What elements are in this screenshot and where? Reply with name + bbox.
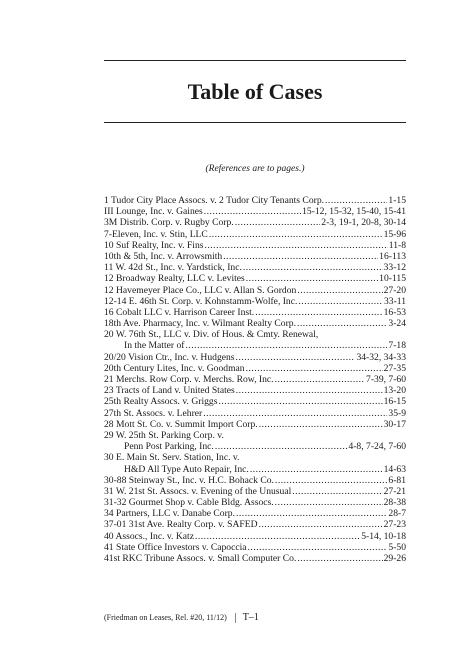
dot-leader [275, 497, 383, 508]
case-name: 29 W. 25th St. Parking Corp. v. [104, 429, 224, 441]
dot-leader [292, 486, 382, 497]
case-entry [104, 195, 406, 206]
top-rule [104, 60, 406, 61]
bottom-rule [104, 122, 406, 123]
case-entry-row [104, 519, 406, 530]
case-pages: 28-38 [383, 497, 406, 509]
case-name: 41 State Office Investors v. Capoccia [104, 541, 247, 553]
case-entry [104, 497, 406, 508]
dot-leader [195, 531, 360, 542]
case-entry-row [104, 251, 406, 262]
dot-leader [243, 262, 383, 273]
case-pages: 33-11 [383, 295, 406, 307]
dot-leader [246, 363, 383, 374]
case-name: 11 W. 42d St., Inc. v. Yardstick, Inc. [104, 262, 242, 274]
case-name: In the Matter of [124, 340, 185, 352]
case-name: 16 Cobalt LLC v. Harrison Career Inst. [104, 306, 255, 318]
case-name: Penn Post Parking, Inc. [124, 441, 214, 453]
case-entry-row [104, 408, 406, 419]
case-pages: 27-20 [383, 284, 406, 296]
case-entry-row [104, 340, 406, 351]
case-name: 18th Ave. Pharmacy, Inc. v. Wilmant Realty Corp. [104, 318, 296, 330]
case-pages: 7-18 [388, 340, 406, 352]
dot-leader [259, 519, 383, 530]
case-name: 37-01 31st Ave. Realty Corp. v. SAFED [104, 519, 258, 531]
case-pages: 27-23 [383, 519, 406, 531]
dot-leader [204, 240, 387, 251]
case-entry-row [104, 273, 406, 284]
case-entry [104, 217, 406, 228]
case-name: 7-Eleven, Inc. v. Stin, LLC [104, 228, 208, 240]
case-name: 10 Suf Realty, Inc. v. Fins [104, 239, 204, 251]
case-pages: 28-7 [388, 508, 406, 520]
case-pages: 15-96 [383, 228, 406, 240]
case-entry [104, 229, 406, 240]
case-entry-row [104, 464, 406, 475]
dot-leader [236, 352, 356, 363]
case-pages: 34-32, 34-33 [356, 351, 406, 363]
case-entry [104, 408, 406, 419]
case-entry-row [104, 452, 406, 463]
dot-leader [298, 296, 383, 307]
case-name: H&D All Type Auto Repair, Inc. [124, 463, 249, 475]
dot-leader [275, 475, 387, 486]
case-entry [104, 553, 406, 564]
dot-leader [203, 408, 387, 419]
case-entry-row [104, 296, 406, 307]
case-entry-row [104, 318, 406, 329]
case-entry [104, 329, 406, 340]
case-pages: 27-35 [383, 362, 406, 374]
dot-leader [236, 508, 387, 519]
case-entry [104, 240, 406, 251]
case-name: 30 E. Main St. Serv. Station, Inc. v. [104, 452, 240, 464]
case-name: 12-14 E. 46th St. Corp. v. Kohnstamm-Wolfe, Inc. [104, 295, 298, 307]
dot-leader [248, 542, 388, 553]
dot-leader [325, 195, 387, 206]
dot-leader [185, 340, 387, 351]
case-entry-row [104, 542, 406, 553]
case-name: 31-32 Gourmet Shop v. Cable Bldg. Assocs. [104, 497, 274, 509]
references-note: (References are to pages.) [205, 164, 305, 174]
case-entry [104, 396, 406, 407]
case-entry [104, 452, 406, 463]
case-entry [104, 363, 406, 374]
case-entry-row [104, 307, 406, 318]
case-name: 25th Realty Assocs. v. Griggs [104, 396, 218, 408]
case-name: 21 Merchs. Row Corp. v. Merchs. Row, Inc. [104, 374, 274, 385]
case-name: 20 W. 76th St., LLC v. Div. of Hous. & Cmty. Renewal, [104, 329, 319, 341]
case-pages: 2-3, 19-1, 20-8, 30-14 [321, 217, 406, 229]
dot-leader [255, 307, 382, 318]
case-entry [104, 419, 406, 430]
case-name: III Lounge, Inc. v. Gaines [104, 206, 203, 218]
case-entry [104, 542, 406, 553]
dot-leader [297, 285, 382, 296]
case-pages: 13-20 [383, 385, 406, 397]
dot-leader [215, 441, 348, 452]
case-pages: 4-8, 7-24, 7-60 [348, 441, 406, 453]
case-pages: 5-50 [388, 541, 406, 553]
case-pages: 15-12, 15-32, 15-40, 15-41 [302, 206, 406, 218]
case-entry [104, 486, 406, 497]
case-pages: 35-9 [388, 407, 406, 419]
dot-leader [275, 374, 365, 385]
dot-leader [223, 251, 378, 262]
case-name: 12 Havemeyer Place Co., LLC v. Allan S. Gordon [104, 284, 297, 296]
case-pages: 7-39, 7-60 [366, 374, 406, 385]
case-entry-row [104, 329, 406, 340]
case-entry-row [104, 262, 406, 273]
case-pages: 29-26 [383, 553, 406, 564]
dot-leader [204, 206, 301, 217]
case-name: 1 Tudor City Place Assocs. v. 2 Tudor City Tenants Corp. [104, 195, 325, 206]
case-name: 40 Assocs., Inc. v. Katz [104, 530, 194, 542]
case-entry [104, 385, 406, 396]
case-entry [104, 262, 406, 273]
case-pages: 3-24 [388, 318, 406, 330]
case-entry-row [104, 419, 406, 430]
dot-leader [250, 464, 383, 475]
case-entry [104, 318, 406, 329]
case-name: 3M Distrib. Corp. v. Rugby Corp. [104, 217, 234, 229]
case-pages: 30-17 [383, 418, 406, 430]
case-pages: 16-15 [383, 396, 406, 408]
dot-leader [297, 318, 387, 329]
case-name: 30-88 Steinway St., Inc. v. H.C. Bohack Co. [104, 474, 274, 486]
case-entry-row [104, 374, 406, 385]
case-pages: 27-21 [383, 485, 406, 497]
case-name: 27th St. Assocs. v. Lehrer [104, 407, 203, 419]
case-name: 31 W. 21st St. Assocs. v. Evening of the Unusual [104, 485, 292, 497]
dot-leader [218, 396, 382, 407]
case-entry [104, 519, 406, 530]
case-entry [104, 285, 406, 296]
case-pages: 33-12 [383, 262, 406, 274]
dot-leader [246, 273, 378, 284]
footer-citation: (Friedman on Leases, Rel. #20, 11/12) [104, 613, 227, 622]
case-entry-row [104, 217, 406, 228]
case-entry [104, 508, 406, 519]
dot-leader [209, 229, 383, 240]
case-pages: 10-115 [379, 273, 406, 285]
case-entry [104, 374, 406, 385]
case-name: 28 Mott St. Co. v. Summit Import Corp. [104, 418, 258, 430]
case-entry-row [104, 363, 406, 374]
case-entry [104, 206, 406, 217]
case-pages: 1-15 [388, 195, 406, 206]
case-name: 41st RKC Tribune Assocs. v. Small Computer Co. [104, 553, 297, 564]
case-name: 20th Century Lites, Inc. v. Goodman [104, 362, 245, 374]
case-entry [104, 296, 406, 307]
case-name: 23 Tracts of Land v. United States [104, 385, 235, 397]
case-entry [104, 464, 406, 475]
case-list [104, 195, 406, 564]
case-entry-row [104, 531, 406, 542]
case-entry [104, 251, 406, 262]
case-entry [104, 340, 406, 351]
case-name: 34 Partners, LLC v. Danabe Corp. [104, 508, 235, 520]
page-title: Table of Cases [187, 79, 323, 104]
case-name: 12 Broadway Realty, LLC v. Levites [104, 273, 245, 285]
case-entry-row [104, 430, 406, 441]
case-entry-row [104, 486, 406, 497]
case-entry-row [104, 195, 406, 206]
case-entry-row [104, 475, 406, 486]
case-entry-row [104, 385, 406, 396]
case-pages: 5-14, 10-18 [361, 530, 406, 542]
case-entry [104, 273, 406, 284]
case-entry-row [104, 553, 406, 564]
case-entry [104, 475, 406, 486]
case-entry [104, 352, 406, 363]
case-entry-row [104, 206, 406, 217]
case-entry-row [104, 352, 406, 363]
case-name: 10th & 5th, Inc. v. Arrowsmith [104, 250, 223, 262]
case-entry-row [104, 285, 406, 296]
case-entry-row [104, 240, 406, 251]
case-entry-row [104, 229, 406, 240]
dot-leader [236, 385, 383, 396]
case-name: 20/20 Vision Ctr., Inc. v. Hudgens [104, 351, 235, 363]
footer-divider [235, 613, 236, 623]
case-pages: 14-63 [383, 463, 406, 475]
page-footer [104, 612, 406, 624]
case-entry-row [104, 497, 406, 508]
case-pages: 11-8 [388, 239, 406, 251]
footer-page-number: T–1 [242, 612, 259, 623]
case-pages: 16-113 [379, 250, 406, 262]
case-pages: 16-53 [383, 306, 406, 318]
dot-leader [297, 553, 382, 564]
case-entry-row [104, 508, 406, 519]
case-entry [104, 430, 406, 441]
case-entry [104, 441, 406, 452]
case-entry-row [104, 396, 406, 407]
case-entry [104, 307, 406, 318]
dot-leader [259, 419, 383, 430]
case-entry [104, 531, 406, 542]
case-entry-row [104, 441, 406, 452]
dot-leader [235, 217, 321, 228]
case-pages: 6-81 [388, 474, 406, 486]
